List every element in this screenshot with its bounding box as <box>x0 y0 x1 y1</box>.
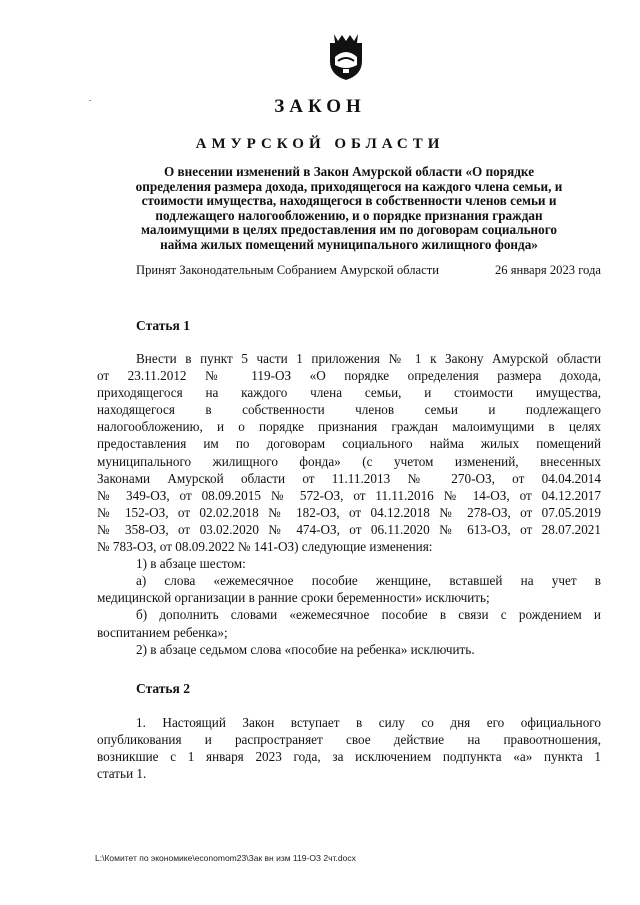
text-line: № 349-ОЗ, от 08.09.2015 № 572-ОЗ, от 11.11.2016 № 14-ОЗ, от 04.12.2017 <box>97 487 601 503</box>
adoption-line <box>136 263 601 278</box>
text-line: а) слова «ежемесячное пособие женщине, вставшей на учет в <box>136 573 601 589</box>
text-line: № 152-ОЗ, от 02.02.2018 № 182-ОЗ, от 04.12.2018 № 278-ОЗ, от 07.05.2019 <box>97 504 601 520</box>
text-line: налогообложению, и о порядке признания граждан малоимущими в целях <box>97 419 601 435</box>
text-line: № 783-ОЗ, от 08.09.2022 № 141-ОЗ) следующие изменения: <box>97 539 433 555</box>
subject-line: О внесении изменений в Закон Амурской области «О порядке <box>163 164 535 179</box>
text-line: воспитанием ребенка»; <box>97 624 228 640</box>
subject-line: подлежащего налогообложению, и о порядке признания граждан <box>155 207 543 223</box>
adopted-by: Принят Законодательным Собранием Амурской области <box>136 263 439 277</box>
region-title: АМУРСКОЙ ОБЛАСТИ <box>195 136 445 152</box>
subject-line: малоимущими в целях предоставления им по договорам социального <box>140 222 558 237</box>
article-1-body <box>97 350 601 658</box>
text-line: Законами Амурской области от 11.11.2013 № 270-ОЗ, от 04.04.2014 <box>97 470 601 486</box>
text-line: 2) в абзаце седьмом слова «пособие на ребенка» исключить. <box>136 641 475 657</box>
article-1-title: Статья 1 <box>136 318 190 333</box>
text-line: Внести в пункт 5 части 1 приложения № 1 к Закону Амурской области <box>136 351 601 366</box>
subject-line: определения размера дохода, приходящегося на каждого члена семьи, и <box>135 178 563 194</box>
text-line: от 23.11.2012 № 119-ОЗ «О порядке определения размера дохода, <box>97 368 601 384</box>
text-line: муниципального жилищного фонда» (с учетом изменений, внесенных <box>97 453 601 469</box>
text-line: находящегося в собственности членов семьи и подлежащего <box>97 402 601 418</box>
text-line: статьи 1. <box>97 766 147 782</box>
text-line: предоставления им по договорам социального найма жилых помещений <box>97 436 601 452</box>
text-line: опубликования и распространяет свое действие на правоотношения, <box>97 732 601 748</box>
subject-line: стоимости имущества, находящегося в собственности членов семьи и <box>141 193 557 208</box>
text-line: медицинской организации в ранние сроки беременности» исключить; <box>97 590 490 606</box>
text-line: б) дополнить словами «ежемесячное пособие в связи с рождением и <box>136 607 601 623</box>
coat-of-arms-icon <box>326 31 366 81</box>
article-2-body <box>97 714 601 782</box>
subject-line: найма жилых помещений муниципального жилищного фонда» <box>160 236 538 252</box>
text-line: возникшие с 1 января 2023 года, за исключением подпункта «а» пункта 1 <box>97 749 601 765</box>
article-2-title: Статья 2 <box>136 681 190 696</box>
adopted-date: 26 января 2023 года <box>494 263 601 277</box>
document-type-title: ЗАКОН <box>274 96 366 117</box>
file-path-footer: L:\Комитет по экономике\economom23\Зак вн изм 119-ОЗ 2чт.docx <box>95 853 356 863</box>
text-line: № 358-ОЗ, от 03.02.2020 № 474-ОЗ, от 06.11.2020 № 613-ОЗ, от 28.07.2021 <box>97 521 601 537</box>
text-line: 1) в абзаце шестом: <box>136 556 246 572</box>
text-line: приходящегося на каждого члена семьи, и стоимости имущества, <box>97 385 601 401</box>
law-subject <box>96 165 602 252</box>
text-line: 1. Настоящий Закон вступает в силу со дня его официального <box>136 715 601 730</box>
